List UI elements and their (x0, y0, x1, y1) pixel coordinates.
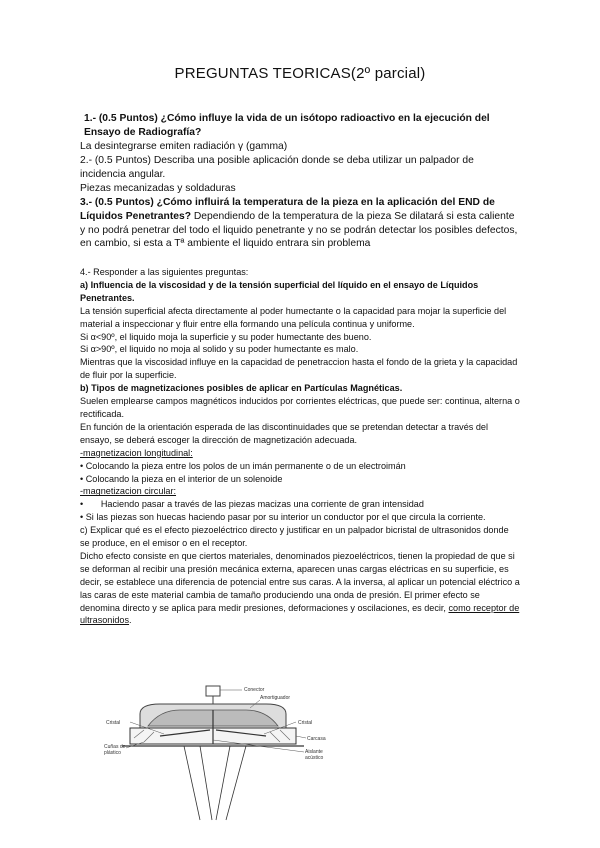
question-3-answer: Dependiendo de la temperatura de la pieza Se dilatará si esta caliente y no podrá penetrar del todo el liquido penetrante y no se podrán detectar los posibles defectos, en cambio, si esta a Tª ambiente el liquido entrara sin problema (80, 210, 518, 250)
label-acoustic: acústico (305, 755, 324, 761)
label-wedges: Cuñas de (104, 744, 126, 750)
beam-line (184, 746, 200, 820)
circular-heading: -magnetizacion circular: (80, 486, 177, 497)
question-2 (80, 154, 520, 195)
section-c-text: Dicho efecto consiste en que ciertos materiales, denominados piezoeléctricos, tienen la propiedad de que si se deforman al recibir una presión mecánica externa, aparecen unas cargas eléctricas en su superficie, es decir, se establece una diferencia de potencial entre sus caras. A la inversa, al aplicar un potencial eléctrico a las caras de este material cambia de tamaño produciendo una onda de presión. El primer efecto se denomina directo y se aplica para medir presiones, deformaciones y oscilaciones, es decir, (80, 550, 520, 613)
section-c-paragraph-1 (80, 550, 520, 627)
question-2-text: 2.- (0.5 Puntos) Describa una posible aplicación donde se deba utilizar un palpador de incidencia angular. (80, 155, 474, 180)
question-3-text: 3.- (0.5 Puntos) ¿Cómo influirá la temperatura de la pieza en la aplicación del END de Líquidos Penetrantes? (80, 197, 495, 222)
section-a-paragraph-4: Mientras que la viscosidad influye en la capacidad de penetraccion hasta el fondo de la grieta y la capacidad de fluir por la superficie. (80, 357, 518, 381)
beam-line (200, 746, 212, 820)
label-housing: Carcasa (307, 736, 326, 742)
section-c-title: c) Explicar qué es el efecto piezoeléctrico directo y justificar en un palpador bicristal de ultrasonidos donde se produce, en el emisor o en el receptor. (80, 525, 509, 549)
circular-item-1: • Haciendo pasar a través de las piezas macizas una corriente de gran intensidad (80, 499, 424, 510)
question-4-intro: 4.- Responder a las siguientes preguntas: (80, 267, 249, 277)
section-b-paragraph-1: Suelen emplearse campos magnéticos inducidos por corrientes eléctricas, que puede ser: continua, alterna o rectificada. (80, 396, 520, 419)
section-a-paragraph-3: Si α>90º, el liquido no moja al solido y su poder humectante es malo. (80, 344, 359, 355)
question-4 (80, 266, 520, 627)
page-title: PREGUNTAS TEORICAS(2º parcial) (174, 65, 426, 82)
section-c-end: . (129, 615, 132, 626)
label-connector: Conector (244, 687, 265, 693)
question-1-text: 1.- (0.5 Puntos) ¿Cómo influye la vida de un isótopo radioactivo en la ejecución del Ensayo de Radiografía? (84, 113, 490, 138)
beam-line (226, 746, 246, 820)
question-3 (80, 196, 520, 251)
ultrasonic-probe-diagram (100, 680, 330, 840)
section-a-paragraph-2: Si α<90º, el liquido moja la superficie y su poder humectante des bueno. (80, 331, 372, 342)
section-b-title: b) Tipos de magnetizaciones posibles de aplicar en Partículas Magnéticas. (80, 383, 403, 394)
longitudinal-item-1: • Colocando la pieza entre los polos de un imán permanente o de un electroimán (80, 460, 406, 471)
section-a-title: a) Influencia de la viscosidad y de la tensión superficial del líquido en el ensayo de Líquidos Penetrantes. (80, 279, 479, 303)
question-1 (80, 112, 520, 153)
label-crystal-left: Cristal (106, 720, 121, 726)
longitudinal-item-2: • Colocando la pieza en el interior de un solenoide (80, 473, 283, 484)
connector-shape (206, 686, 220, 696)
question-2-answer: Piezas mecanizadas y soldaduras (80, 182, 236, 194)
longitudinal-heading: -magnetizacion longitudinal: (80, 447, 193, 458)
label-plastic: plástico (104, 750, 121, 756)
question-1-answer: La desintegrarse emiten radiación γ (gamma) (80, 140, 288, 152)
section-a-paragraph-1: La tensión superficial afecta directamente al poder humectante o la capacidad para mojar la superficie del material a inspeccionar y fluir entre ella formando una película continua y uniforme. (80, 305, 507, 329)
beam-line (216, 746, 230, 820)
section-c-underlined-text: como receptor de ultrasonidos (80, 602, 520, 626)
label-damper: Amortiguador (260, 695, 291, 701)
section-b-paragraph-2: En función de la orientación esperada de las discontinuidades que se pretendan detectar a través del ensayo, se deberá escoger la dirección de magnetización adecuada. (80, 421, 488, 445)
label-insulator: Aislante (305, 749, 323, 755)
circular-item-2: • Si las piezas son huecas haciendo pasar por su interior un conductor por el que circula la corriente. (80, 512, 486, 523)
label-crystal-right: Cristal (298, 720, 313, 726)
